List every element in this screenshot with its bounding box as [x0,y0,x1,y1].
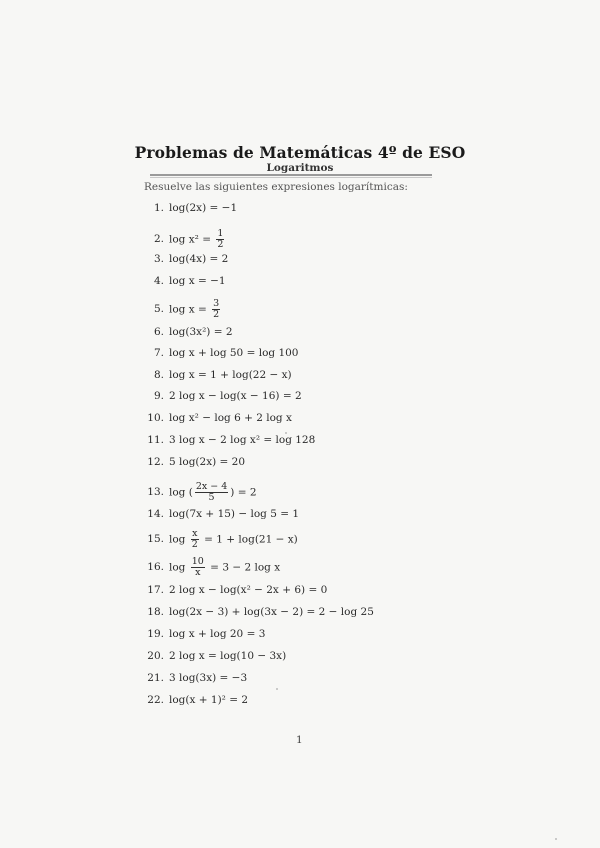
scan-speck [555,838,557,840]
problem-item [140,326,440,338]
problem-expression: 3 log x − 2 log x² = log 128 [169,434,316,446]
fraction-denominator: 2 [191,538,198,550]
problem-expression: log x = 1 + log(22 − x) [169,369,292,381]
problem-expression: log(7x + 15) − log 5 = 1 [169,508,300,520]
problem-item [140,253,440,265]
problem-number: 3. [153,253,164,265]
problem-expression: log(2x − 3) + log(3x − 2) = 2 − log 25 [169,606,374,618]
page-number: 1 [296,734,303,746]
fraction-denominator: x [195,566,201,578]
problem-number: 10. [147,412,164,424]
fraction-numerator: x [192,528,198,539]
problem-item [140,434,440,446]
problem-number: 21. [147,672,164,684]
problem-number: 16. [147,561,164,574]
expression-prefix: log [169,533,189,546]
problem-expression: log x² − log 6 + 2 log x [169,412,292,424]
problem-item [140,606,440,618]
page-title: Problemas de Matemáticas 4º de ESO [134,143,466,162]
problem-expression [169,557,280,578]
problem-item [140,584,440,596]
problem-expression: 2 log x − log(x² − 2x + 6) = 0 [169,584,328,596]
problem-number: 17. [147,584,164,596]
problem-expression: log x = −1 [169,275,226,287]
problem-number: 18. [147,606,164,618]
problem-expression: log x + log 20 = 3 [169,628,266,640]
fraction-numerator: 3 [213,298,220,309]
expression-suffix: = 3 − 2 log x [206,561,281,574]
problem-number: 1. [153,202,164,214]
problem-number: 22. [147,694,164,706]
problem-expression: log(x + 1)² = 2 [169,694,249,706]
fraction [195,482,228,503]
problem-item [140,508,440,520]
fraction-numerator: 1 [217,228,224,239]
fraction-denominator: 2 [213,308,220,320]
instructions-text: Resuelve las siguientes expresiones logarítmicas: [144,181,408,193]
page-subtitle: Logaritmos [266,162,334,174]
expression-prefix: log ( [169,486,193,499]
scan-speck [285,432,287,434]
problem-item [140,299,440,320]
problem-item [140,229,440,250]
problem-number: 20. [147,650,164,662]
problem-number: 15. [147,533,164,546]
problem-number: 6. [153,326,164,338]
expression-prefix: log x = [169,303,211,316]
problem-item [140,347,440,359]
expression-suffix: = 1 + log(21 − x) [200,533,298,546]
problem-number: 13. [147,486,164,499]
problem-expression: log(2x) = −1 [169,202,238,214]
expression-prefix: log x² = [169,233,215,246]
problem-item [140,412,440,424]
problem-number: 14. [147,508,164,520]
fraction [191,557,205,578]
problem-item [140,694,440,706]
problem-item [140,628,440,640]
problem-item [140,672,440,684]
problem-expression [169,482,257,503]
problem-item [140,369,440,381]
scan-speck [276,688,278,690]
problem-number: 5. [153,303,164,316]
problem-number: 2. [153,233,164,246]
problem-number: 4. [153,275,164,287]
expression-suffix: ) = 2 [230,486,257,499]
problem-item [140,529,440,550]
problem-number: 19. [147,628,164,640]
problem-number: 8. [153,369,164,381]
problem-expression: 5 log(2x) = 20 [169,456,246,468]
fraction-numerator: 10 [191,556,204,567]
fraction [212,299,220,320]
problem-item [140,275,440,287]
problem-number: 12. [147,456,164,468]
fraction-denominator: 5 [208,491,215,503]
problem-expression [169,529,298,550]
problem-expression: log(3x²) = 2 [169,326,233,338]
problem-item [140,650,440,662]
problem-item [140,557,440,578]
fraction-numerator: 2x − 4 [195,481,228,492]
problem-expression [169,299,222,320]
problem-expression [169,229,226,250]
problem-expression: 2 log x − log(x − 16) = 2 [169,390,302,402]
problem-expression: log(4x) = 2 [169,253,229,265]
problem-item [140,456,440,468]
fraction-denominator: 2 [217,238,224,250]
problem-number: 11. [147,434,164,446]
problem-expression: log x + log 50 = log 100 [169,347,299,359]
problem-expression: 3 log(3x) = −3 [169,672,248,684]
fraction [216,229,224,250]
expression-prefix: log [169,561,189,574]
problem-item [140,202,440,214]
problem-item [140,390,440,402]
problem-number: 7. [153,347,164,359]
problem-expression: 2 log x = log(10 − 3x) [169,650,287,662]
problem-number: 9. [153,390,164,402]
problem-item [140,482,440,503]
fraction [191,529,199,550]
